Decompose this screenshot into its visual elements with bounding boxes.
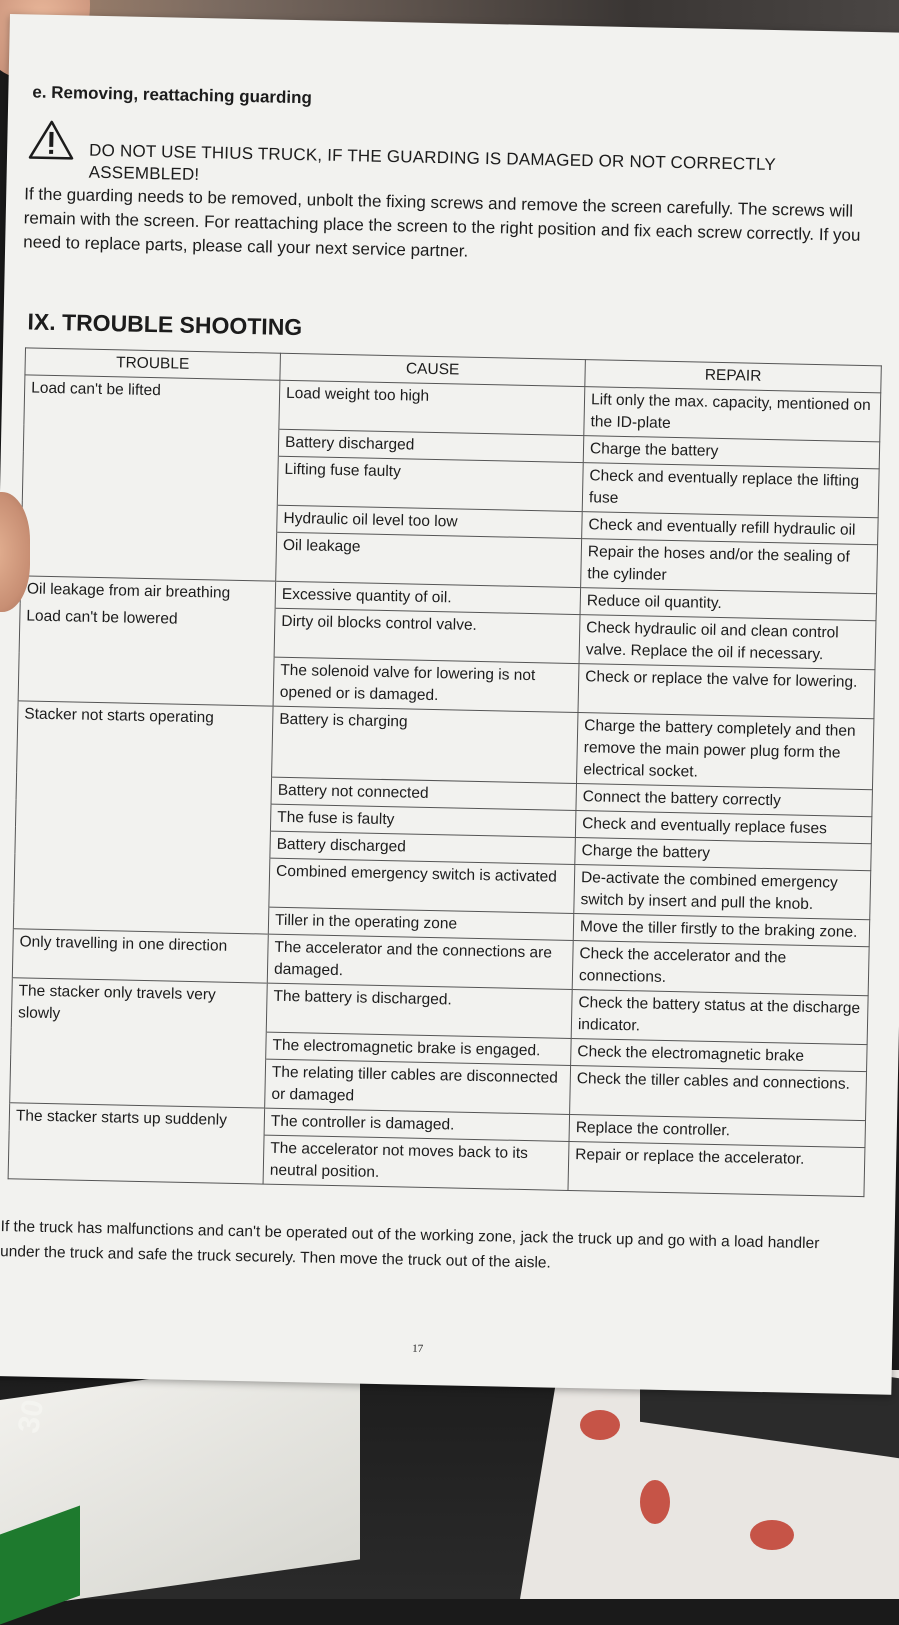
repair-cell: Check hydraulic oil and clean control valve. Replace the oil if necessary. <box>579 615 876 670</box>
malfunction-note: If the truck has malfunctions and can't be operated out of the working zone, jack the truck up and go with a load handler under the truck and safe the truck securely. Then move the truck out of the aisle. <box>0 1218 820 1272</box>
header-trouble: TROUBLE <box>25 348 281 380</box>
repair-cell: Move the tiller firstly to the braking zone. <box>573 914 870 947</box>
repair-cell: Reduce oil quantity. <box>580 588 877 621</box>
cause-cell: Combined emergency switch is activated <box>269 858 575 913</box>
trouble-cell <box>10 1054 266 1108</box>
cause-cell: Battery discharged <box>278 429 583 462</box>
repair-cell: Check the accelerator and the connections. <box>572 940 869 995</box>
trouble-cell: Stacker not starts operating <box>17 701 273 777</box>
cause-cell: Excessive quantity of oil. <box>275 581 580 614</box>
cause-cell: Battery discharged <box>270 831 575 864</box>
guarding-instructions: If the guarding needs to be removed, unbolt the fixing screws and remove the screen carefully. The screws will remain with the screen. For reattaching place the screen to the right position and fix each screw correctly. If you need to replace parts, please call your next service partner. <box>23 184 861 261</box>
cause-cell: Hydraulic oil level too low <box>277 505 582 538</box>
repair-cell: Check and eventually replace the lifting fuse <box>582 463 879 518</box>
trouble-cell <box>21 527 277 581</box>
trouble-cell: Oil leakage from air breathing <box>20 576 276 608</box>
cause-cell: Battery not connected <box>271 777 576 810</box>
repair-cell: Repair the hoses and/or the sealing of the cylinder <box>581 539 878 594</box>
repair-cell: Connect the battery correctly <box>576 784 873 817</box>
stain <box>580 1410 620 1440</box>
warning-text: DO NOT USE THIUS TRUCK, IF THE GUARDING IS DAMAGED OR NOT CORRECTLY ASSEMBLED! <box>88 140 776 184</box>
trouble-cell <box>18 652 274 706</box>
repair-cell: Check the electromagnetic brake <box>571 1038 868 1071</box>
trouble-cell: Load can't be lifted <box>24 375 280 429</box>
manual-page <box>0 14 899 1395</box>
repair-cell: Check and eventually refill hydraulic oil <box>582 512 879 545</box>
repair-cell: Check the battery status at the discharge indicator. <box>571 989 868 1044</box>
trouble-cell <box>22 451 278 505</box>
cause-cell: Load weight too high <box>279 380 585 435</box>
repair-cell: Check and eventually replace fuses <box>575 811 872 844</box>
page-number: 17 <box>412 1342 424 1355</box>
repair-cell: Charge the battery <box>575 838 872 871</box>
trouble-cell: Load can't be lowered <box>19 603 275 657</box>
chapter-title: IX. TROUBLE SHOOTING <box>27 308 303 341</box>
repair-cell: Lift only the max. capacity, mentioned on the ID-plate <box>584 387 881 442</box>
warning-triangle-icon <box>27 118 76 161</box>
cause-cell: The relating tiller cables are disconnected or damaged <box>265 1059 571 1114</box>
trouble-cell: The stacker starts up suddenly <box>9 1103 265 1135</box>
repair-cell: Charge the battery <box>583 436 880 469</box>
repair-cell: Replace the controller. <box>569 1114 866 1147</box>
cause-cell: Lifting fuse faulty <box>277 456 583 511</box>
cause-cell: The solenoid valve for lowering is not opened or is damaged. <box>273 657 579 712</box>
header-repair: REPAIR <box>585 360 882 393</box>
cause-cell: The fuse is faulty <box>270 804 575 837</box>
cause-cell: The battery is discharged. <box>266 983 572 1038</box>
trouble-cell: The stacker only travels very slowly <box>11 978 267 1032</box>
trouble-cell <box>8 1130 264 1184</box>
cause-cell: Dirty oil blocks control valve. <box>274 608 580 663</box>
repair-cell: Charge the battery completely and then remove the main power plug form the electrical socket. <box>577 713 874 790</box>
cause-cell: The controller is damaged. <box>264 1108 569 1141</box>
header-cause: CAUSE <box>280 353 585 386</box>
trouble-cell: Only travelling in one direction <box>12 929 268 983</box>
repair-cell: Check the tiller cables and connections. <box>570 1065 867 1120</box>
repair-cell: De-activate the combined emergency switch by insert and pull the knob. <box>574 865 871 920</box>
repair-cell: Repair or replace the accelerator. <box>568 1141 865 1196</box>
stain <box>640 1480 670 1524</box>
troubleshooting-table <box>8 347 882 1197</box>
box-label: 30 <box>12 1397 51 1436</box>
trouble-cell <box>14 853 270 907</box>
cause-cell: The accelerator and the connections are damaged. <box>267 934 573 989</box>
cause-cell: Oil leakage <box>276 532 582 587</box>
cause-cell: The accelerator not moves back to its neutral position. <box>263 1135 569 1190</box>
cause-cell: Tiller in the operating zone <box>268 907 573 940</box>
stain <box>750 1520 794 1550</box>
cause-cell: Battery is charging <box>272 706 578 783</box>
repair-cell: Check or replace the valve for lowering. <box>578 664 875 719</box>
cause-cell: The electromagnetic brake is engaged. <box>266 1032 571 1065</box>
section-title: e. Removing, reattaching guarding <box>32 82 313 108</box>
